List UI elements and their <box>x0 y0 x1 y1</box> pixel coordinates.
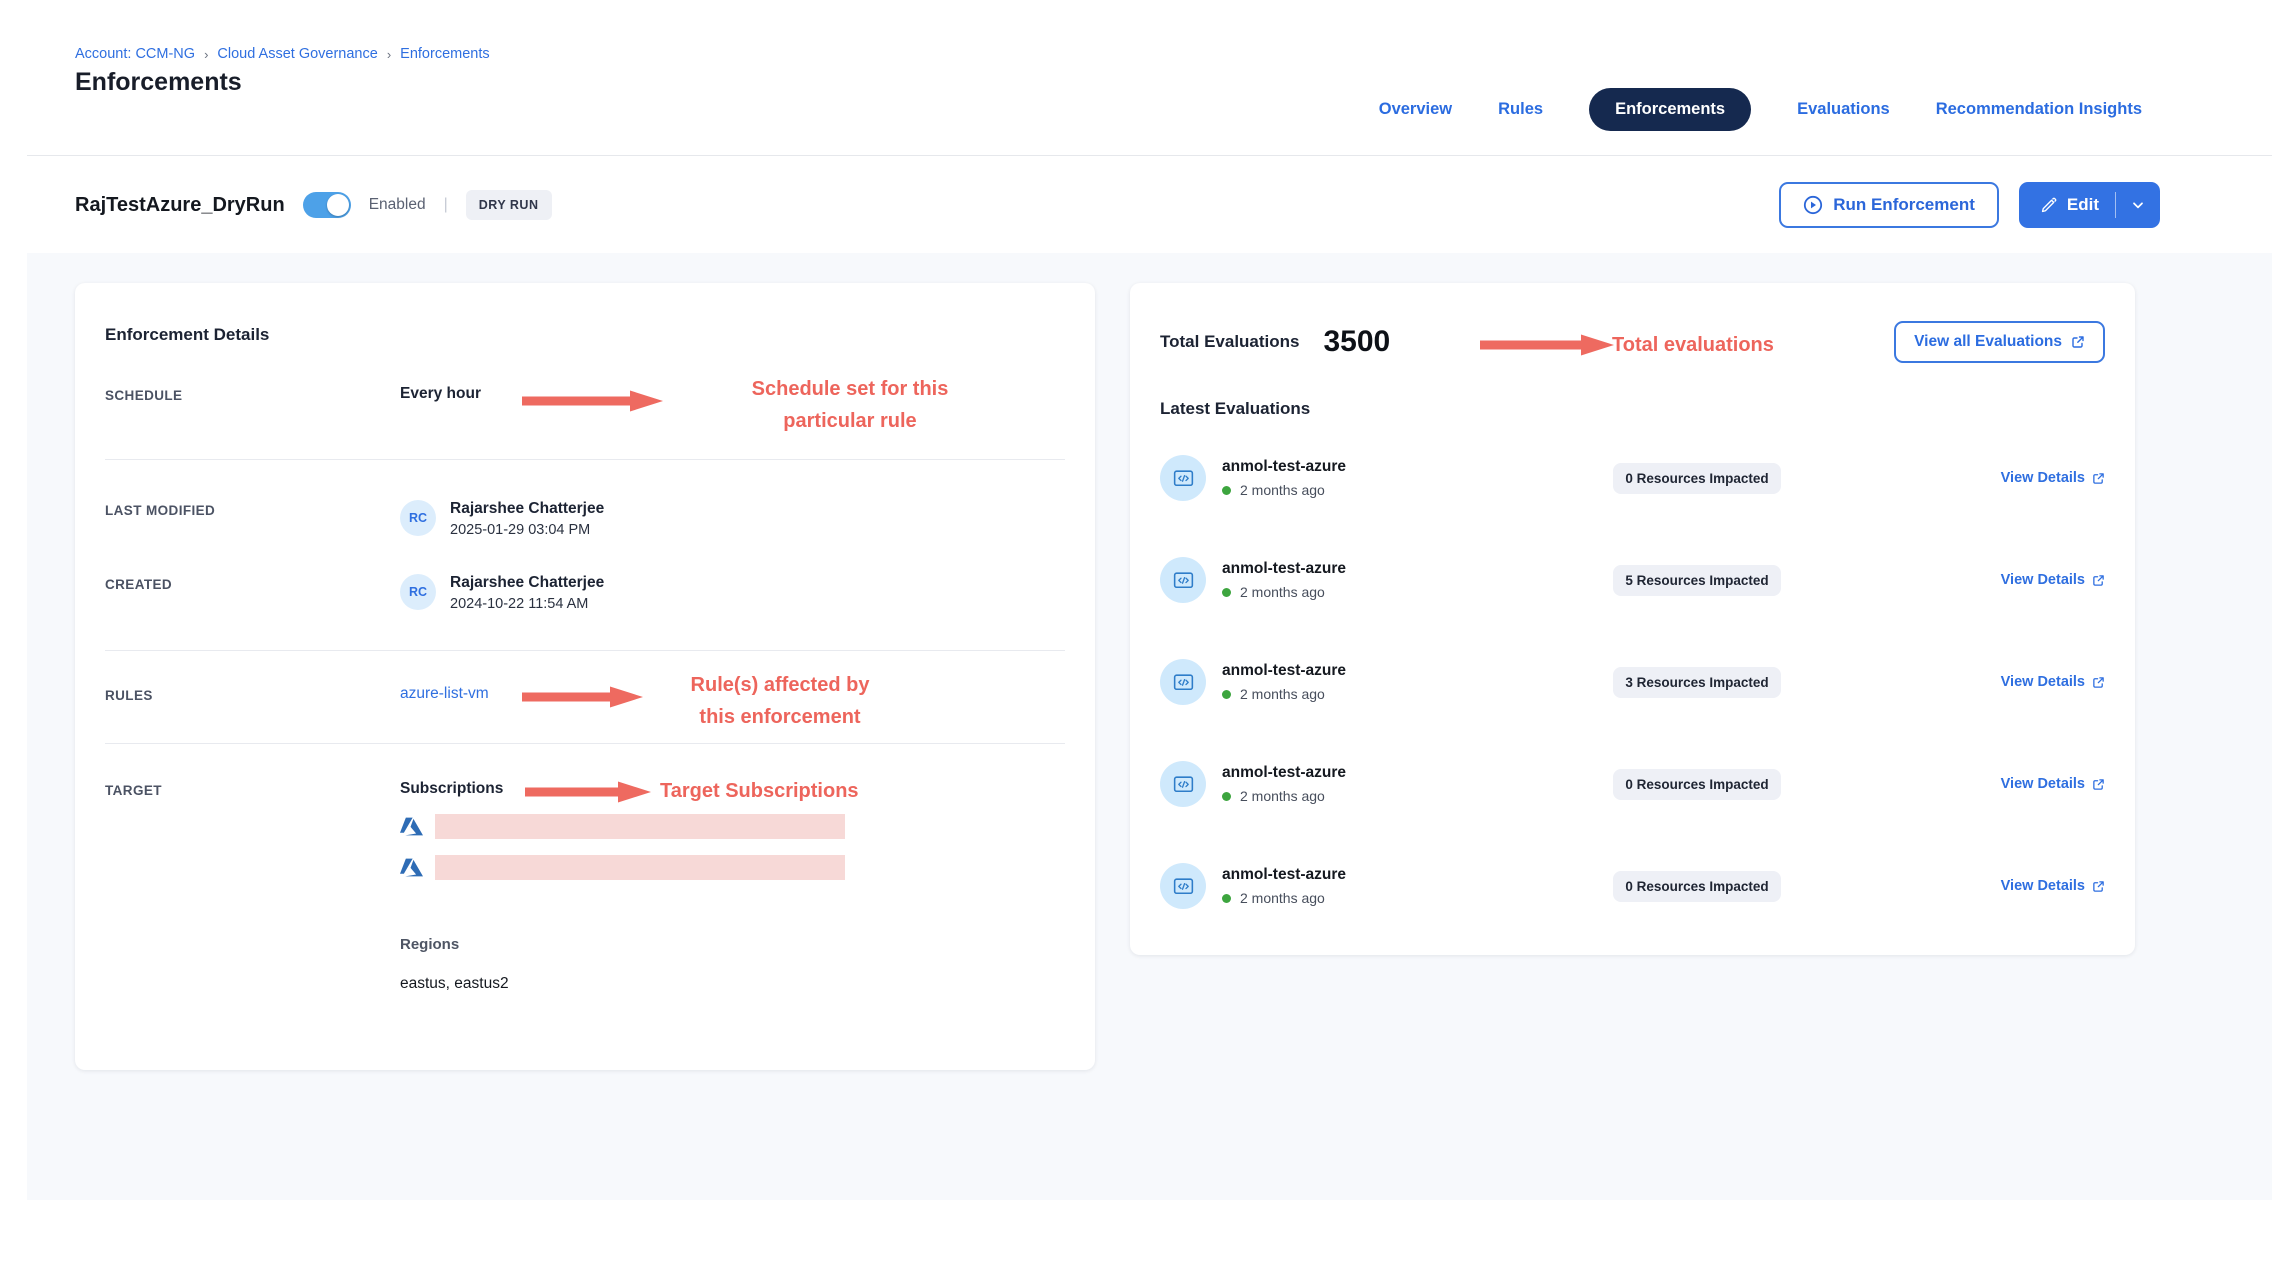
breadcrumb-separator: › <box>204 46 209 62</box>
evaluation-row <box>1160 835 2105 937</box>
evaluation-name: anmol-test-azure <box>1222 458 1347 475</box>
created-by-name: Rajarshee Chatterjee <box>450 574 605 591</box>
enforcement-bar <box>75 180 552 230</box>
vertical-separator: | <box>443 196 448 213</box>
breadcrumb-enforcements[interactable]: Enforcements <box>400 46 490 62</box>
modified-by <box>400 500 604 538</box>
evaluation-row <box>1160 427 2105 529</box>
target-annotation: Target Subscriptions <box>660 780 859 802</box>
created-row <box>105 574 1065 612</box>
chevron-down-icon <box>2130 197 2146 213</box>
schedule-label: SCHEDULE <box>105 388 183 403</box>
evaluation-time: 2 months ago <box>1240 890 1325 906</box>
target-row <box>105 780 1065 993</box>
play-circle-icon <box>1803 195 1823 215</box>
view-details-link[interactable]: View Details <box>2001 776 2105 792</box>
edit-split-button <box>2019 182 2160 228</box>
modified-by-date: 2025-01-29 03:04 PM <box>450 522 591 538</box>
created-label: CREATED <box>105 577 173 592</box>
annotation-arrow <box>520 389 665 413</box>
external-link-icon <box>2092 880 2105 893</box>
schedule-row <box>105 378 1065 441</box>
resources-impacted-badge: 5 Resources Impacted <box>1613 565 1780 596</box>
evaluation-icon <box>1160 659 1206 705</box>
divider <box>105 650 1065 651</box>
target-label: TARGET <box>105 783 162 798</box>
bar-actions <box>1779 182 2160 228</box>
breadcrumb-account[interactable]: Account: CCM-NG <box>75 46 196 62</box>
redacted-subscription-name <box>435 814 845 839</box>
redacted-subscription-name <box>435 855 845 880</box>
evaluation-row <box>1160 733 2105 835</box>
evaluation-time: 2 months ago <box>1240 686 1325 702</box>
rule-link[interactable]: azure-list-vm <box>400 685 489 702</box>
tab-evaluations[interactable]: Evaluations <box>1797 99 1890 118</box>
subscription-item <box>400 814 845 839</box>
external-link-icon <box>2092 472 2105 485</box>
divider <box>105 743 1065 744</box>
evaluation-icon <box>1160 557 1206 603</box>
latest-evaluations-heading: Latest Evaluations <box>1160 399 1311 418</box>
total-evaluations-label: Total Evaluations <box>1160 332 1300 351</box>
header-divider <box>27 155 2272 156</box>
status-dot <box>1222 894 1231 903</box>
evaluation-time: 2 months ago <box>1240 788 1325 804</box>
total-evaluations-value: 3500 <box>1323 325 1391 358</box>
last-modified-label: LAST MODIFIED <box>105 503 216 518</box>
last-modified-row <box>105 500 1065 538</box>
divider <box>105 459 1065 460</box>
resources-impacted-badge: 0 Resources Impacted <box>1613 463 1780 494</box>
status-dot <box>1222 690 1231 699</box>
annotation-arrow <box>1478 333 1616 357</box>
external-link-icon <box>2092 778 2105 791</box>
rules-annotation: Rule(s) affected by this enforcement <box>690 674 870 728</box>
avatar: RC <box>400 574 436 610</box>
evaluation-time: 2 months ago <box>1240 482 1325 498</box>
evaluation-icon <box>1160 761 1206 807</box>
resources-impacted-badge: 0 Resources Impacted <box>1613 871 1780 902</box>
top-nav-tabs <box>1379 86 2142 132</box>
target-type: Subscriptions <box>400 780 504 797</box>
status-dot <box>1222 486 1231 495</box>
page-title: Enforcements <box>75 68 242 96</box>
evaluation-icon <box>1160 455 1206 501</box>
details-heading: Enforcement Details <box>105 325 270 344</box>
evaluations-header <box>1160 325 2105 359</box>
breadcrumb-separator: › <box>386 46 392 62</box>
resources-impacted-badge: 0 Resources Impacted <box>1613 769 1780 800</box>
evaluation-name: anmol-test-azure <box>1222 866 1347 883</box>
edit-button[interactable]: Edit <box>2019 182 2115 228</box>
evaluation-name: anmol-test-azure <box>1222 764 1347 781</box>
regions-label: Regions <box>400 936 460 953</box>
view-details-link[interactable]: View Details <box>2001 674 2105 690</box>
enforcement-name: RajTestAzure_DryRun <box>75 193 285 216</box>
evaluation-name: anmol-test-azure <box>1222 560 1347 577</box>
view-details-link[interactable]: View Details <box>2001 878 2105 894</box>
status-dot <box>1222 588 1231 597</box>
tab-recommendation-insights[interactable]: Recommendation Insights <box>1935 99 2142 118</box>
enabled-label: Enabled <box>368 196 426 213</box>
evaluation-list <box>1160 427 2105 937</box>
azure-icon <box>400 856 423 879</box>
modified-by-name: Rajarshee Chatterjee <box>450 500 605 517</box>
external-link-icon <box>2092 574 2105 587</box>
evaluations-card <box>1130 283 2135 955</box>
target-content <box>400 780 845 993</box>
azure-icon <box>400 815 423 838</box>
annotation-arrow <box>520 685 645 709</box>
total-annotation: Total evaluations <box>1612 334 1774 356</box>
annotation-arrow <box>523 780 653 804</box>
status-dot <box>1222 792 1231 801</box>
regions-value: eastus, eastus2 <box>400 975 509 992</box>
edit-dropdown-button[interactable] <box>2116 182 2160 228</box>
schedule-value: Every hour <box>400 385 481 402</box>
view-details-link[interactable]: View Details <box>2001 572 2105 588</box>
evaluation-name: anmol-test-azure <box>1222 662 1347 679</box>
created-by-date: 2024-10-22 11:54 AM <box>450 596 589 612</box>
pencil-icon <box>2039 196 2058 215</box>
evaluation-row <box>1160 631 2105 733</box>
external-link-icon <box>2092 676 2105 689</box>
tab-rules[interactable]: Rules <box>1498 99 1544 118</box>
avatar: RC <box>400 500 436 536</box>
external-link-icon <box>2071 335 2085 349</box>
resources-impacted-badge: 3 Resources Impacted <box>1613 667 1780 698</box>
run-enforcement-button[interactable]: Run Enforcement <box>1779 182 1999 228</box>
view-details-link[interactable]: View Details <box>2001 470 2105 486</box>
evaluation-row <box>1160 529 2105 631</box>
breadcrumb <box>75 46 490 62</box>
rules-label: RULES <box>105 688 153 703</box>
breadcrumb-cloud-asset-governance[interactable]: Cloud Asset Governance <box>217 46 378 62</box>
enabled-toggle[interactable] <box>303 192 351 218</box>
evaluation-icon <box>1160 863 1206 909</box>
tab-overview[interactable]: Overview <box>1378 99 1453 118</box>
dry-run-badge: DRY RUN <box>466 190 552 220</box>
subscription-item <box>400 855 845 880</box>
tab-enforcements[interactable]: Enforcements <box>1589 88 1751 131</box>
evaluation-time: 2 months ago <box>1240 584 1325 600</box>
schedule-annotation: Schedule set for this particular rule <box>751 378 949 432</box>
toggle-knob <box>327 194 349 216</box>
rules-row <box>105 674 1065 743</box>
view-all-evaluations-button[interactable]: View all Evaluations <box>1894 321 2105 363</box>
created-by <box>400 574 604 612</box>
enforcement-details-card <box>75 283 1095 1070</box>
